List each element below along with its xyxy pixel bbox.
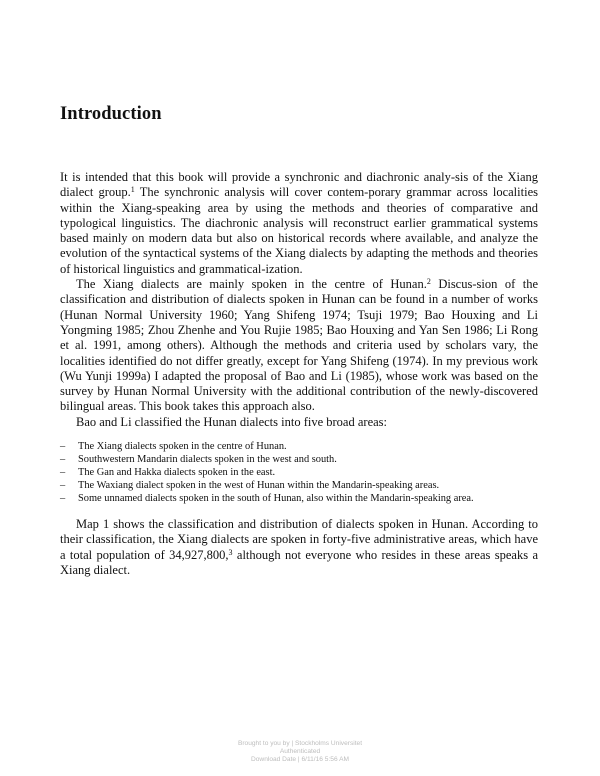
list-item bbox=[60, 479, 538, 492]
dash-marker: – bbox=[60, 493, 66, 505]
dash-marker: – bbox=[60, 467, 66, 479]
list-item bbox=[60, 453, 538, 466]
list-item bbox=[60, 440, 538, 453]
dash-marker: – bbox=[60, 441, 66, 453]
list-item-text: The Gan and Hakka dialects spoken in the east. bbox=[78, 467, 276, 479]
list-item-text: Some unnamed dialects spoken in the south of Hunan, also within the Mandarin-speaking area. bbox=[78, 493, 474, 505]
footnote-ref-2[interactable]: 2 bbox=[426, 277, 431, 287]
text-run: It is intended that this book will provide a synchronic and diachronic analy-sis of the Xiang dialect group. bbox=[60, 170, 538, 200]
text-run: The Xiang dialects are mainly spoken in the centre of Hunan. bbox=[76, 277, 427, 292]
list-item-text: Southwestern Mandarin dialects spoken in the west and south. bbox=[78, 454, 337, 466]
text-run: The synchronic analysis will cover contem-porary grammar across localities within the Xiang-speaking area by using the methods and theories of comparative and typological linguistics. The diachronic analysis will reconstruct earlier grammatical systems based mainly on modern data but also on historical records where available, and analyze the evolution of the syntactical systems of the Xiang dialects by adapting the methods and theories of historical linguistics and grammatical-ization. bbox=[60, 185, 538, 276]
footnote-ref-1[interactable]: 1 bbox=[130, 185, 135, 195]
download-watermark bbox=[0, 740, 600, 764]
dash-marker: – bbox=[60, 480, 66, 492]
list-item bbox=[60, 466, 538, 479]
footnote-ref-3[interactable]: 3 bbox=[228, 547, 233, 557]
list-item-text: The Waxiang dialect spoken in the west of Hunan within the Mandarin-speaking areas. bbox=[78, 480, 440, 492]
dialect-area-list bbox=[60, 440, 538, 505]
paragraph-xiang-dialects bbox=[60, 277, 538, 415]
paragraph-classification-lead: Bao and Li classified the Hunan dialects into five broad areas: bbox=[76, 414, 388, 429]
body-text bbox=[60, 170, 538, 578]
dash-marker: – bbox=[60, 454, 66, 466]
paragraph-intro bbox=[60, 170, 538, 277]
watermark-line: Authenticated bbox=[279, 748, 321, 755]
text-run: Map 1 shows the classification and distribution of dialects spoken in Hunan. According to their classification, the Xiang dialects are spoken in forty-five administrative areas, which have a total population of 34,927,800, bbox=[60, 517, 538, 562]
text-run: Discus-sion of the classification and distribution of dialects spoken in Hunan can be found in a number of works (Hunan Normal University 1960; Yang Shifeng 1974; Tsuji 1979; Bao Houxing and Li Yongming 1985; Zhou Zhenhe and You Rujie 1985; Bao Houxing and Yan Sen 1986; Li Rong et al. 1991, among others). Although the methods and criteria used by scholars vary, the localities identified do not differ greatly, except for Yang Shifeng (1974). In my previous work (Wu Yunji 1999a) I adapted the proposal of Bao and Li (1985), whose work was based on the survey by Hunan Normal University with the additional contribution of the newly-discovered bilingual areas. This book takes this approach also. bbox=[60, 277, 539, 414]
watermark-line: Brought to you by | Stockholms Universitet bbox=[237, 740, 363, 747]
list-item-text: The Xiang dialects spoken in the centre of Hunan. bbox=[78, 441, 287, 453]
paragraph-map-1 bbox=[60, 517, 538, 578]
list-item bbox=[60, 492, 538, 505]
text-run: although not everyone who resides in these areas speaks a Xiang dialect. bbox=[60, 547, 538, 577]
watermark-line: Download Date | 6/11/16 5:56 AM bbox=[251, 756, 349, 763]
page-title: Introduction bbox=[60, 104, 162, 124]
